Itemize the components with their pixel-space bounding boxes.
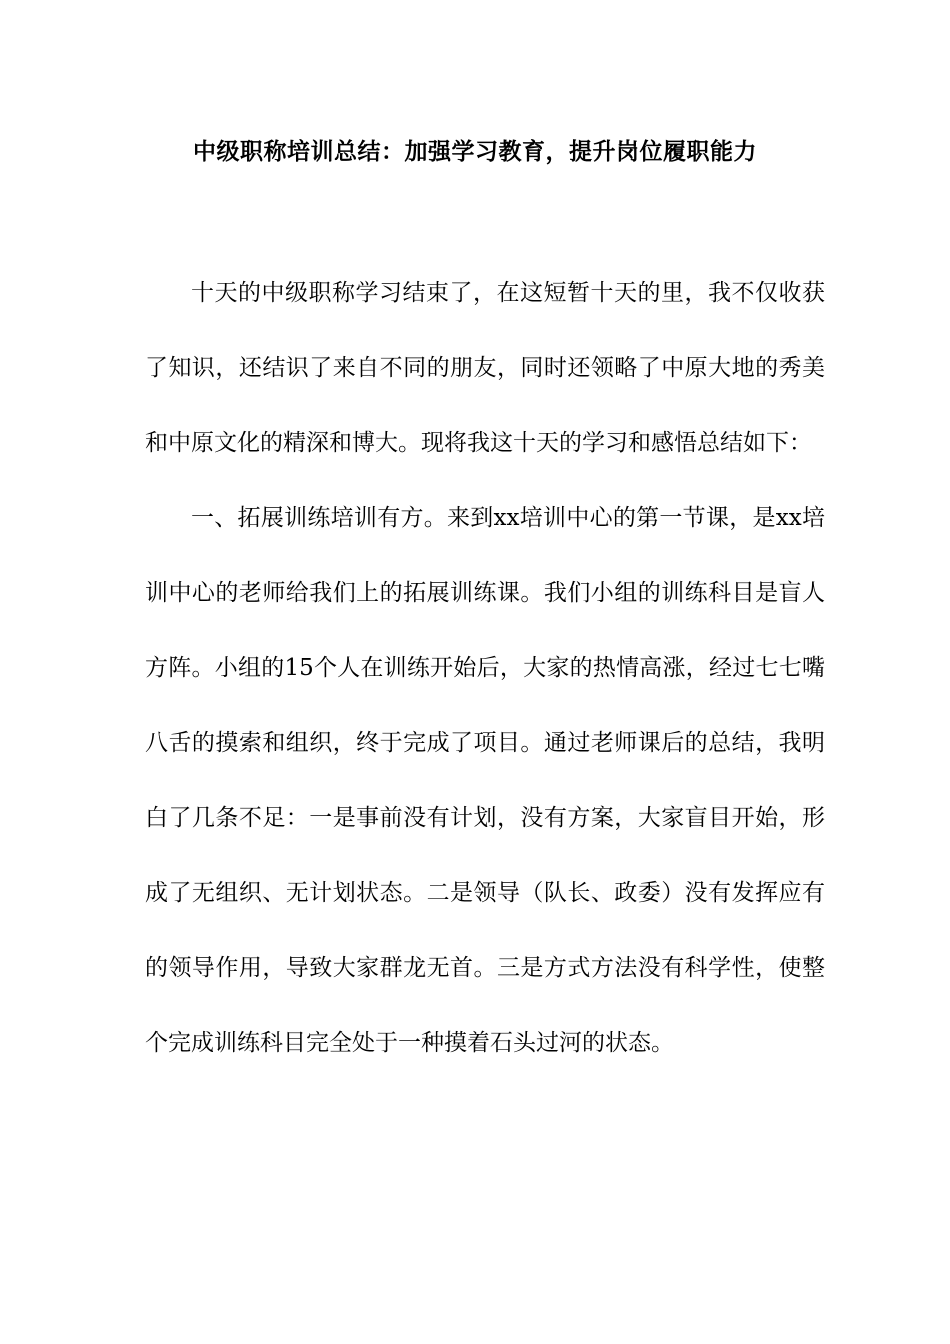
paragraph-section-one: 一、拓展训练培训有方。来到xx培训中心的第一节课，是xx培训中心的老师给我们上的拓展训练课。我们小组的训练科目是盲人方阵。小组的15个人在训练开始后，大家的热情高涨，经过七七嘴八舌的摸索和组织，终于完成了项目。通过老师课后的总结，我明白了几条不足：一是事前没有计划，没有方案，大家盲目开始，形成了无组织、无计划状态。二是领导（队长、政委）没有发挥应有的领导作用，导致大家群龙无首。三是方式方法没有科学性，使整个完成训练科目完全处于一种摸着石头过河的状态。 — [145, 505, 825, 1056]
paragraph-intro: 十天的中级职称学习结束了，在这短暂十天的里，我不仅收获了知识，还结识了来自不同的朋友，同时还领略了中原大地的秀美和中原文化的精深和博大。现将我这十天的学习和感悟总结如下： — [145, 280, 825, 456]
document-title: 中级职称培训总结：加强学习教育，提升岗位履职能力 — [193, 138, 757, 165]
document-body — [145, 256, 825, 1081]
